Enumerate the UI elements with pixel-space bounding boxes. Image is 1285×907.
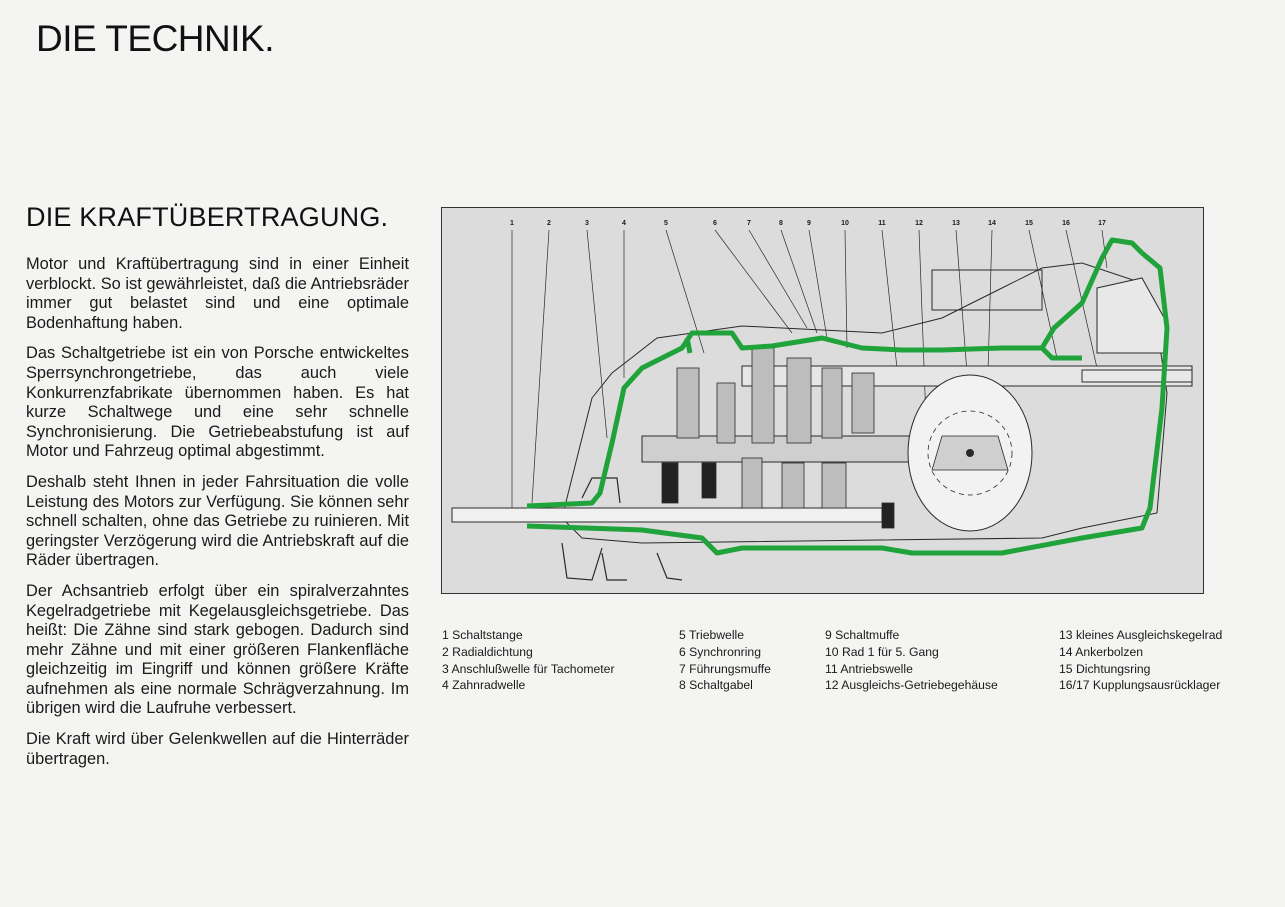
legend-item: 2 Radialdichtung	[442, 644, 533, 659]
legend-item: 9 Schaltmuffe	[825, 628, 900, 642]
callout-label: 7	[747, 220, 751, 227]
callout-label: 10	[841, 220, 849, 227]
paragraph: Motor und Kraftübertragung sind in einer Einheit verblockt. So ist gewährleistet, daß die Antriebsräder immer gut belastet sind und eine optimale Bodenhaftung haben.	[26, 255, 409, 332]
callout-label: 14	[988, 220, 996, 227]
transmission-diagram	[441, 207, 1204, 594]
callout-label: 4	[622, 220, 626, 227]
legend-item: 8 Schaltgabel	[679, 678, 753, 693]
legend-item: 3 Anschlußwelle für Tachometer	[442, 661, 615, 676]
legend-column-4	[1059, 627, 1222, 694]
differential	[908, 375, 1032, 531]
legend-item: 13 kleines Ausgleichskegelrad	[1059, 628, 1223, 642]
callout-label: 16	[1062, 220, 1070, 227]
legend-item: 7 Führungsmuffe	[679, 661, 771, 676]
green-housing-contour	[527, 240, 1167, 553]
callout-label: 13	[952, 220, 960, 227]
paragraph: Deshalb steht Ihnen in jeder Fahrsituation die volle Leistung des Motors zur Verfügung. Sie können sehr schnell schalten, ohne das Getriebe zu ruinieren. Mit geringster Verzögerung wird die Antriebskraft auf die Räder übertragen.	[26, 472, 409, 570]
paragraph: Der Achsantrieb erfolgt über ein spiralverzahntes Kegelradgetriebe mit Kegelausgleichsgetriebe. Das heißt: Die Zähne sind stark gebogen. Dadurch sind mehr Zähne und mit einer größeren Flankenfläche gleichzeitig im Eingriff und können größere Kräfte aufnehmen als eine normale Schrägverzahnung. Im übrigen wird die Laufruhe verbessert.	[26, 581, 409, 718]
callout-label: 11	[878, 220, 886, 227]
callout-label: 1	[510, 220, 514, 227]
legend-item: 6 Synchronring	[679, 644, 761, 659]
callout-label: 3	[585, 220, 589, 227]
callout-label: 8	[779, 220, 783, 227]
legend-item: 5 Triebwelle	[679, 628, 745, 642]
legend-item: 15 Dichtungsring	[1059, 661, 1151, 676]
legend-item: 14 Ankerbolzen	[1059, 644, 1144, 659]
legend-item: 10 Rad 1 für 5. Gang	[825, 644, 939, 659]
legend-column-1	[442, 627, 615, 694]
legend-column-3	[825, 627, 998, 694]
legend-item: 16/17 Kupplungsausrücklager	[1059, 678, 1221, 693]
callout-label: 9	[807, 220, 811, 227]
callout-label: 15	[1025, 220, 1033, 227]
shift-rod	[452, 508, 882, 522]
paragraph: Das Schaltgetriebe ist ein von Porsche entwickeltes Sperrsynchrongetriebe, das auch viele Konkurrenzfabrikate übernommen haben. Es hat kurze Schaltwege und eine sehr schnelle Synchronisierung. Die Getriebeabstufung ist auf Motor und Fahrzeug optimal abgestimmt.	[26, 344, 409, 461]
body-text	[26, 255, 409, 780]
legend-item: 4 Zahnradwelle	[442, 678, 526, 693]
callout-label: 2	[547, 220, 551, 227]
transmission-cutaway-drawing	[442, 208, 1202, 592]
legend-item: 12 Ausgleichs-Getriebegehäuse	[825, 678, 998, 693]
legend-column-2	[679, 627, 771, 694]
callout-label: 5	[664, 220, 668, 227]
callout-label: 17	[1098, 220, 1106, 227]
callout-label: 6	[713, 220, 717, 227]
callout-label: 12	[915, 220, 923, 227]
paragraph: Die Kraft wird über Gelenkwellen auf die Hinterräder übertragen.	[26, 730, 409, 768]
legend-item: 11 Antriebswelle	[825, 661, 913, 676]
page-title: DIE TECHNIK.	[36, 18, 274, 59]
legend-item: 1 Schaltstange	[442, 628, 523, 642]
section-title: DIE KRAFTÜBERTRAGUNG.	[26, 202, 389, 232]
